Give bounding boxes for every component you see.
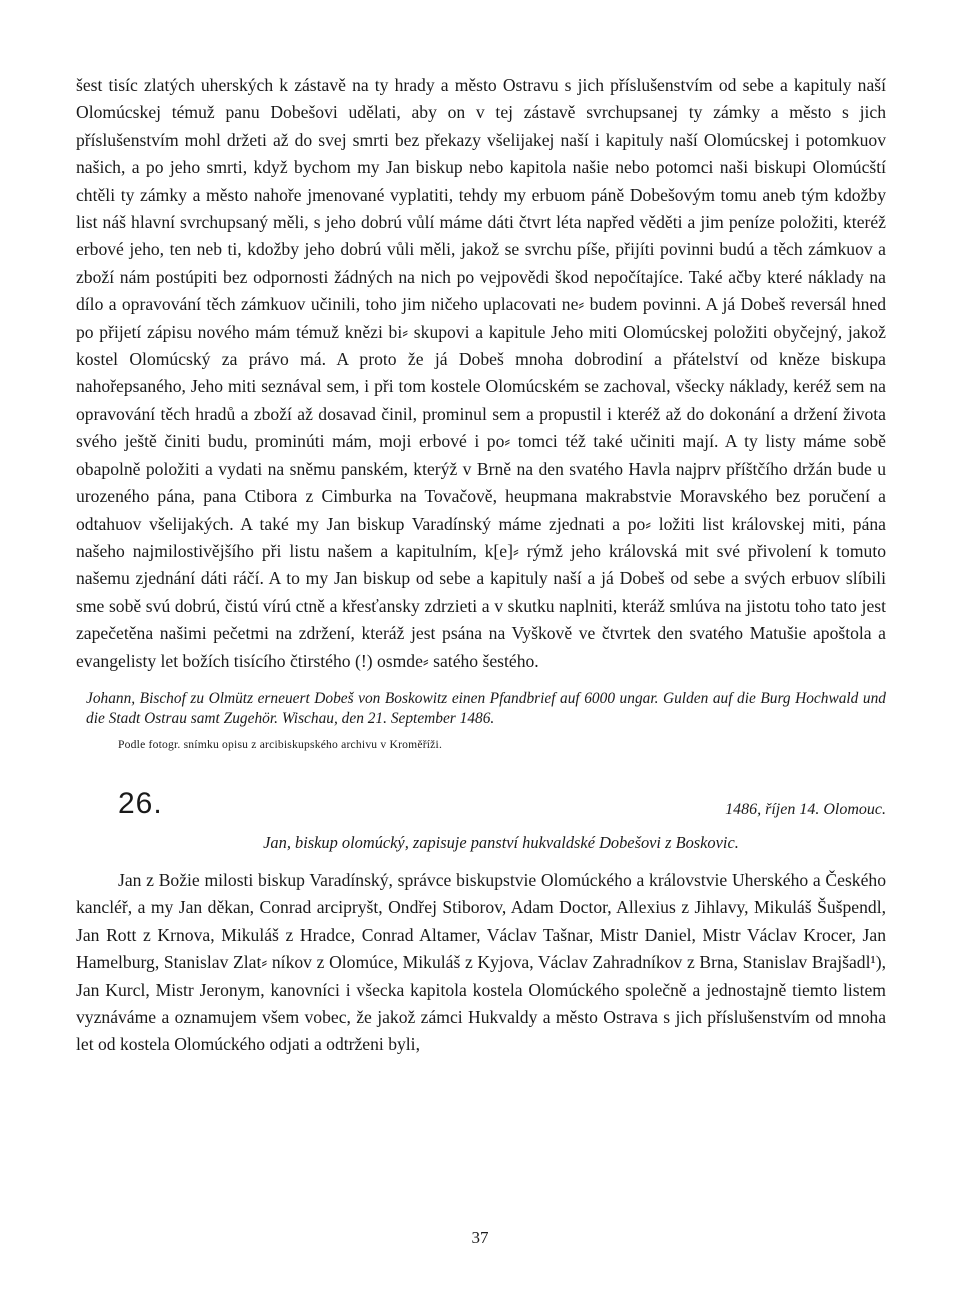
document-number: 26. xyxy=(118,786,163,820)
document-regest: Jan, biskup olomúcký, zapisuje panství hukvaldské Dobešovi z Boskovic. xyxy=(263,832,739,852)
german-summary: Johann, Bischof zu Olmütz erneuert Dobeš von Boskowitz einen Pfandbrief auf 6000 ungar. Gulden auf die Burg Hochwald und die Stadt Ostrau samt Zugehör. Wischau, den 21. September 1486. xyxy=(86,689,886,727)
page-number: 37 xyxy=(471,1228,489,1247)
main-paragraph: šest tisíc zlatých uherských k zástavě na ty hrady a město Ostravu s jich příslušenstvím od sebe a kapituly naší Olomúcskej témuž panu Dobešovi udělati, aby on v tej zástavě svrchupsanej ty zámky a město s jich příslušenstvím mohl držeti až do svej smrti bez překazy všelijakej naší i kapituly naší Olomúcskej i potomkuov našich, a po jeho smrti, když bychom my Jan biskup nebo kapitola našie nebo potomci naši biskupi Olomúcští chtěli ty zámky a město nahoře jmenované vyplatiti, tehdy my erbuom páně Dobešovým tomu aneb tým kdožby list náš hlavní svrchupsaný měli, s jeho dobrú vůlí máme dáti čtvrt léta napřed věděti a jim peníze položiti, kteréž erbové jeho, ten neb ti, kdožby jeho dobrú vůli měli, jakož se svrchu píše, přijíti povinni budú a těch zámkuov a zboží nám postúpiti bez odpornosti žádných na nich po vejpovědi škod nepočítajíce. Také ačby které náklady na dílo a opravování těch zámkuov učinili, toho jim ničeho uplacovati ne⸗ budem povinni. A já Dobeš reversál hned po přijetí zápisu nového mám témuž knězi bi⸗ skupovi a kapitule Jeho miti Olomúcskej položiti obyčejný, jakož kostel Olomúcský za právo má. A proto že já Dobeš mnoha dobrodiní a přátelství od kněze biskupa nahořepsaného, Jeho miti seznával sem, i při tom kostele Olomúcském se zachoval, všecky náklady, keréž sem na opravování těch hradů a zboží až dosavad činil, prominul sem a propustil i kteréž až do dokonání a držení života svého ještě činiti budu, prominúti mám, moji erbové i po⸗ tomci též také učiniti mají. A ty listy máme sobě obapolně položiti a vydati na sněmu panském, kterýž v Brně na den svatého Havla najprv příštčího držán bude u urozeného pána, pana Ctibora z Cimburka na Tovačově, heupmana makrabstvie Moravského bez poručení a odtahuov všelijakých. A také my Jan biskup Varadínský máme zjednati a po⸗ ložiti list královskej miti, pána našeho najmilostivějšího při listu našem a kapitulním, k[e]⸗ rýmž jeho královská mit své přivolení k tomuto našemu zjednání dáti ráčí. A to my Jan biskup od sebe a kapituly naší a já Dobeš od sebe a svých erbuov slíbili sme sobě svú dobrú, čistú vírú ctně a křesťansky zdrzieti a v skutku naplniti, kteráž smlúva na jistotu toho tato jest zapečetěna našimi pečetmi na zdržení, kteráž jest psána na Vyškově ve čtvrtek den svatého Matušie apoštola a evangelisty let božích tisícího čtirstého (!) osmde⸗ satého šestého. xyxy=(76,75,886,671)
page-content xyxy=(76,72,886,1059)
document-text: Jan z Božie milosti biskup Varadínský, správce biskupstvie Olomúckého a královstvie Uherského a Českého kancléř, a my Jan děkan, Conrad arcipryšt, Ondřej Stiborov, Adam Doctor, Allexius z Jihlavy, Mikuláš Šušpendl, Jan Rott z Krnova, Mikuláš z Hradce, Conrad Altamer, Václav Tašnar, Mistr Daniel, Mistr Václav Krocer, Jan Hamelburg, Stanislav Zlat⸗ níkov z Olomúce, Mikuláš z Kyjova, Václav Zahradníkov z Brna, Stanislav Brajšadl¹), Jan Kurcl, Mistr Jeronym, kanovníci i všecka kapitola kostela Olomúckého společně a jednostajně tiemto listem vyznáváme a oznamujem všem vobec, že jakož zámci Hukvaldy a město Ostrava s jich příslušenstvím od mnoha let od kostela Olomúckého odjati a odtrženi byli, xyxy=(76,869,886,1055)
document-header xyxy=(76,787,886,833)
document-date-place: 1486, říjen 14. Olomouc. xyxy=(725,800,886,818)
source-note: Podle fotogr. snímku opisu z arcibiskupského archivu v Kroměříži. xyxy=(118,737,443,751)
